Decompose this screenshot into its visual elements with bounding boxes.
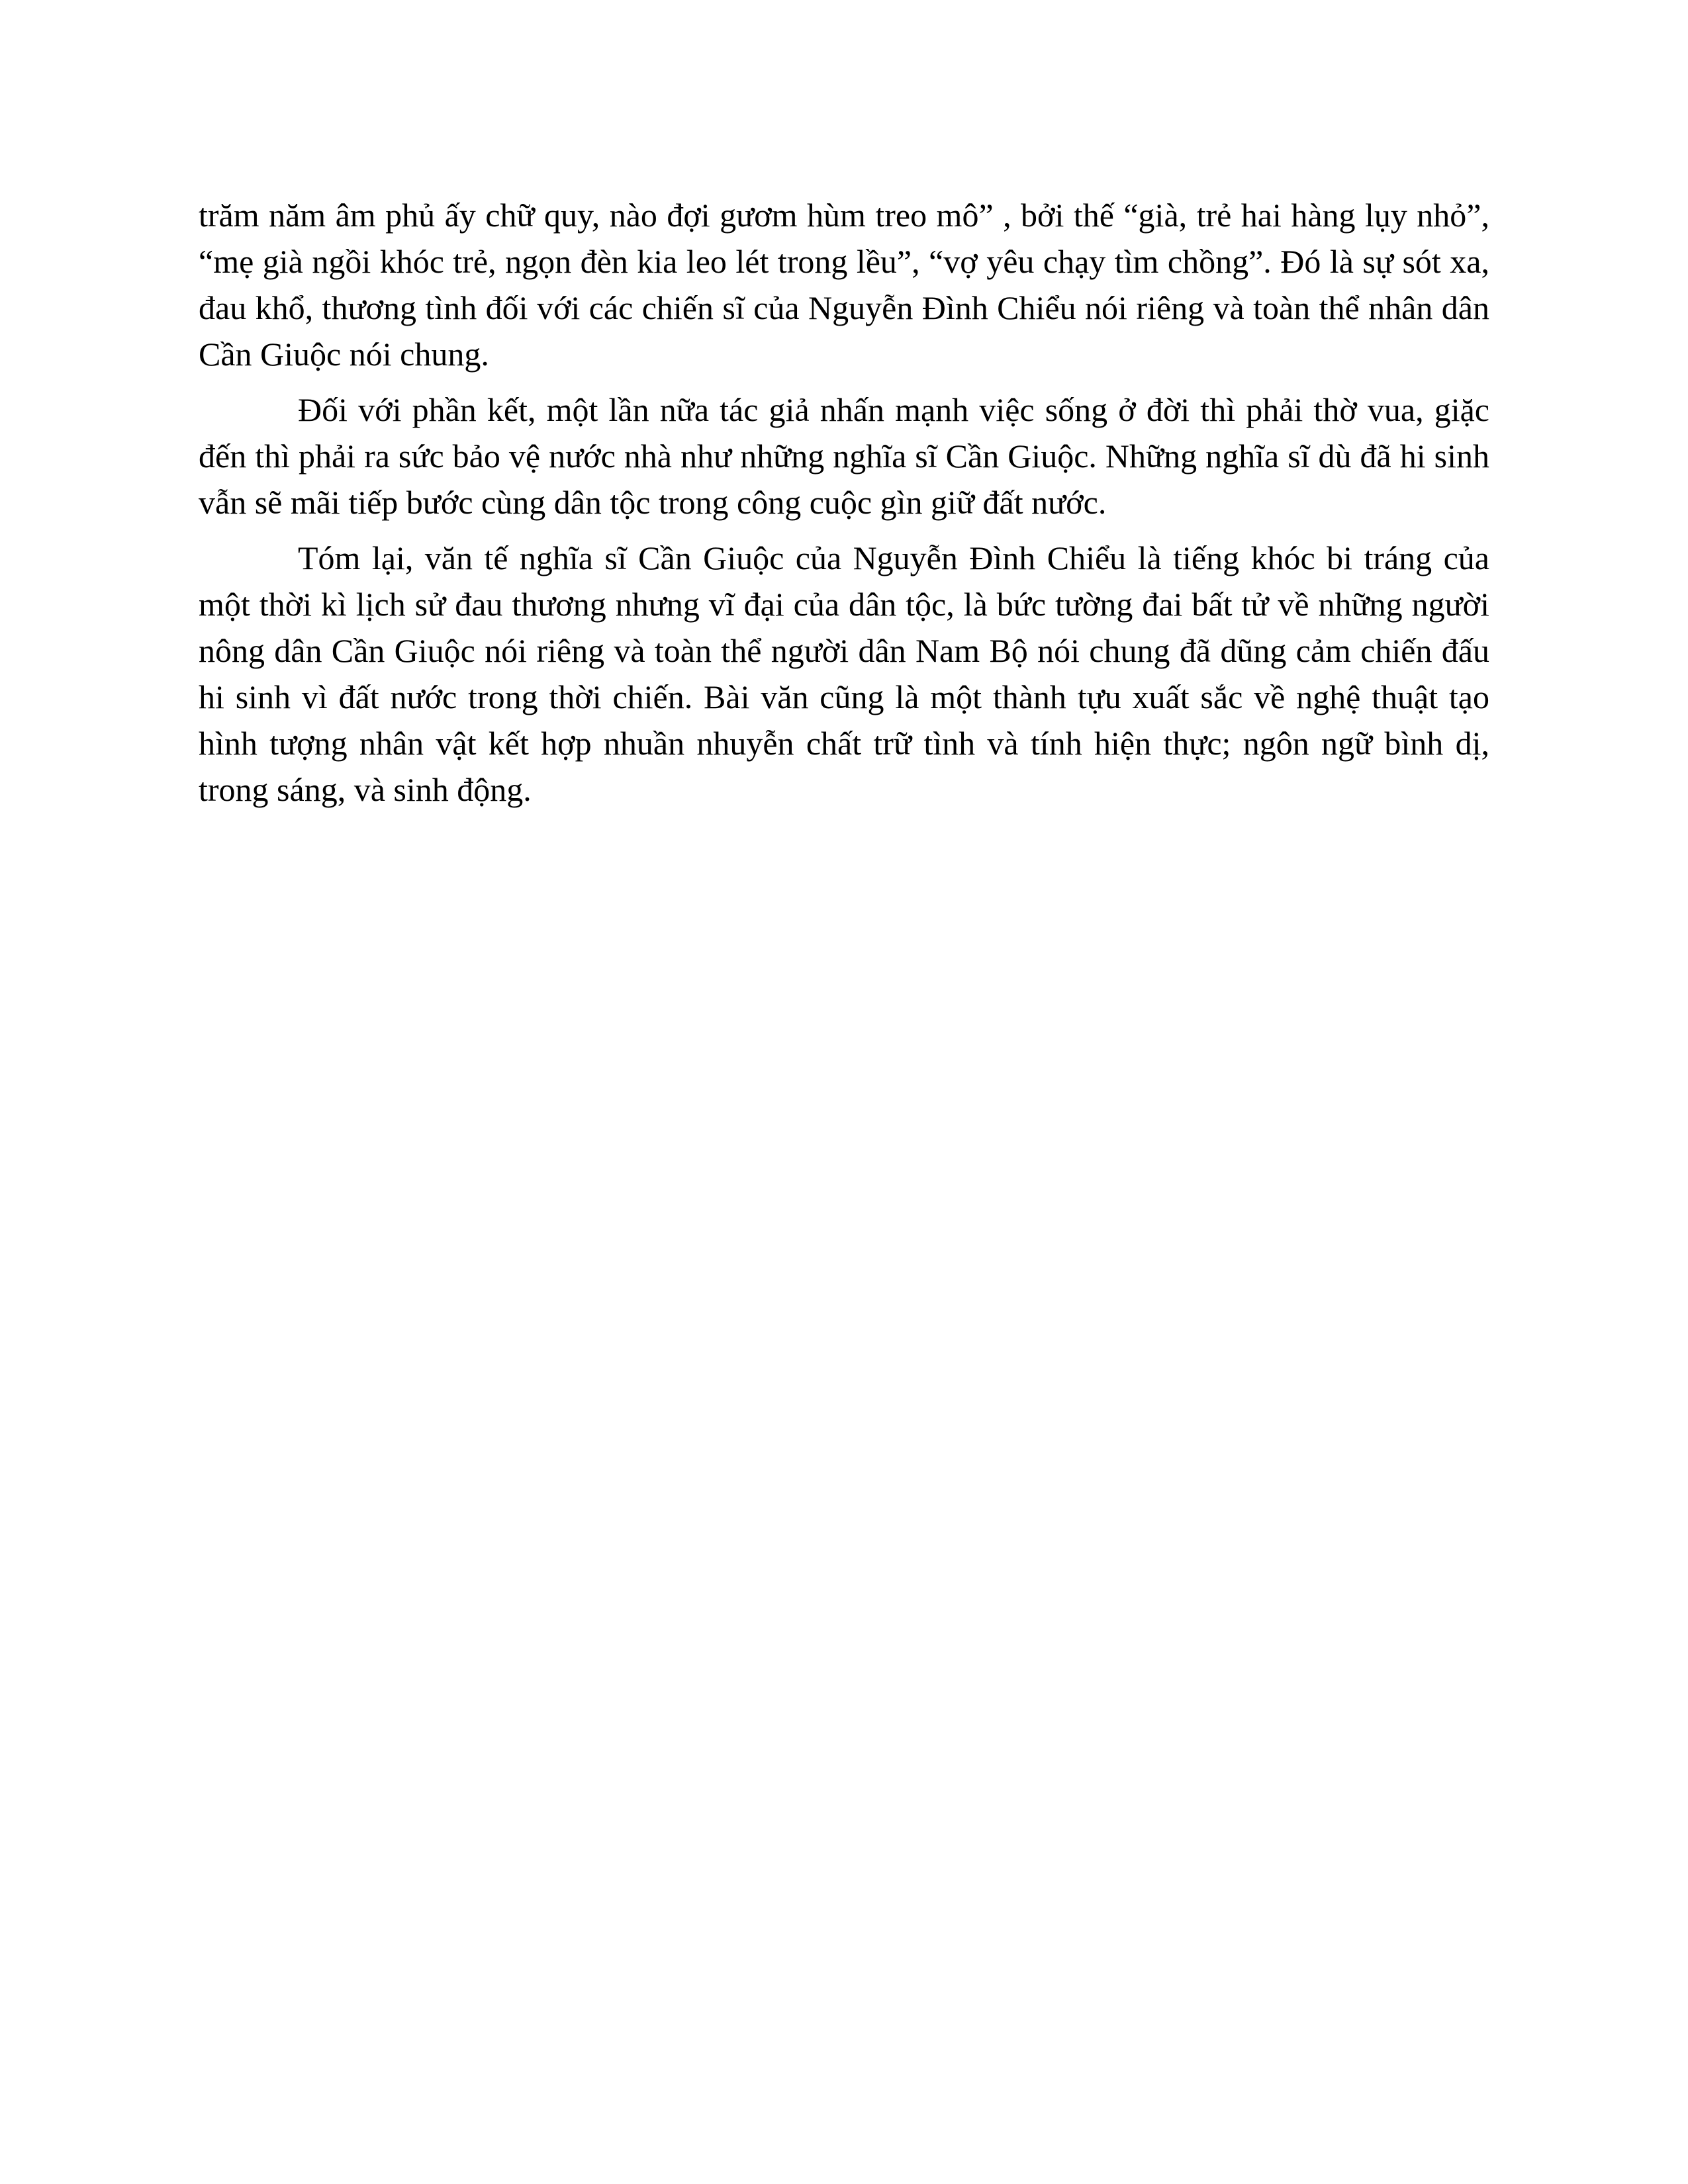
paragraph-summary: Tóm lại, văn tế nghĩa sĩ Cần Giuộc của Nguyễn Đình Chiểu là tiếng khóc bi tráng của một thời kì lịch sử đau thương nhưng vĩ đại của dân tộc, là bức tường đai bất tử về những người nông dân Cần Giuộc nói riêng và toàn thể người dân Nam Bộ nói chung đã dũng cảm chiến đấu hi sinh vì đất nước trong thời chiến. Bài văn cũng là một thành tựu xuất sắc về nghệ thuật tạo hình tượng nhân vật kết hợp nhuần nhuyễn chất trữ tình và tính hiện thực; ngôn ngữ bình dị, trong sáng, và sinh động. (199, 539, 1489, 808)
document-body (199, 192, 1489, 822)
paragraph-continuation: trăm năm âm phủ ấy chữ quy, nào đợi gươm hùm treo mô” , bởi thế “già, trẻ hai hàng lụy nhỏ”, “mẹ già ngồi khóc trẻ, ngọn đèn kia leo lét trong lều”, “vợ yêu chạy tìm chồng”. Đó là sự sót xa, đau khổ, thương tình đối với các chiến sĩ của Nguyễn Đình Chiểu nói riêng và toàn thể nhân dân Cần Giuộc nói chung. (199, 197, 1489, 373)
paragraph-conclusion-part: Đối với phần kết, một lần nữa tác giả nhấn mạnh việc sống ở đời thì phải thờ vua, giặc đến thì phải ra sức bảo vệ nước nhà như những nghĩa sĩ Cần Giuộc. Những nghĩa sĩ dù đã hi sinh vẫn sẽ mãi tiếp bước cùng dân tộc trong công cuộc gìn giữ đất nước. (199, 391, 1489, 521)
